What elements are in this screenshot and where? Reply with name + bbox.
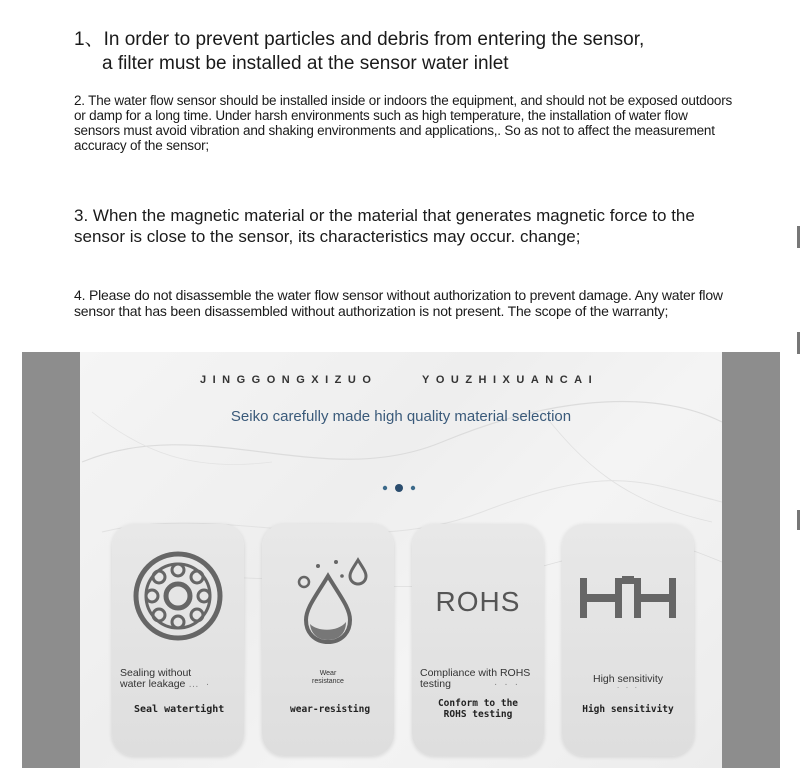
sensitivity-label-line-1: High sensitivity	[592, 673, 664, 685]
seal-label-trail: … ·	[188, 678, 212, 690]
sensitivity-label-trail: · · ·	[616, 683, 640, 692]
instruction-2: 2. The water flow sensor should be installed inside or indoors the equipment, and should not be exposed outdoors or damp for a long time. Under harsh environments such as high temperature, the installation of water flow sensors must avoid vibration and shaking environments and applications,. So as not to affect the measurement accuracy of the sensor;	[74, 93, 733, 153]
feature-card-seal	[112, 524, 244, 756]
feature-card-wear	[262, 524, 394, 756]
instruction-1-line-1: 1、In order to prevent particles and debris from entering the sensor,	[74, 29, 645, 50]
feature-card-sensitivity	[562, 524, 694, 756]
sensitivity-label-bold: High sensitivity	[582, 704, 674, 715]
seal-label-line-2: water leakage	[120, 678, 186, 690]
rohs-label-trail: · · ·	[493, 678, 521, 690]
dots-divider-icon	[377, 482, 427, 494]
seal-label	[120, 668, 236, 690]
rohs-label-line-1: Compliance with ROHS	[420, 667, 531, 679]
wear-label	[270, 670, 386, 686]
instruction-3: 3. When the magnetic material or the material that generates magnetic force to the sensor is close to the sensor, its characteristics may occur. change;	[74, 206, 695, 246]
wear-label-bold: wear-resisting	[290, 704, 371, 715]
rohs-label-line-2: testing	[420, 678, 451, 690]
water-drops-icon	[278, 546, 378, 646]
rohs-label-bold-line-1: Conform to the	[437, 698, 519, 709]
sensitivity-label	[570, 674, 686, 691]
instruction-4: 4. Please do not disassemble the water flow sensor without authorization to prevent damage. Any water flow sensor that has been disassembled without authorization is not present. The scope of the warranty;	[74, 287, 723, 319]
instruction-1	[74, 28, 734, 76]
material-banner	[22, 352, 780, 768]
banner-subtitle: Seiko carefully made high quality material selection	[230, 408, 572, 425]
wear-label-line-2: resistance	[312, 678, 344, 685]
seal-ring-icon	[128, 546, 228, 646]
wear-label-line-1: Wear	[319, 670, 337, 677]
seal-label-line-1: Sealing without	[120, 667, 192, 679]
tagline-left: JINGGONGXIZUO	[200, 374, 378, 386]
rohs-label	[420, 668, 536, 690]
rohs-label-bold	[420, 698, 536, 720]
sensitivity-bars-icon	[578, 546, 678, 646]
tagline-right: YOUZHIXUANCAI	[422, 374, 599, 386]
feature-card-rohs	[412, 524, 544, 756]
seal-label-bold: Seal watertight	[134, 704, 225, 715]
rohs-label-bold-line-2: ROHS testing	[443, 709, 513, 720]
rohs-text-icon: ROHS	[435, 586, 521, 617]
instruction-1-line-2: a filter must be installed at the sensor water inlet	[102, 53, 509, 74]
